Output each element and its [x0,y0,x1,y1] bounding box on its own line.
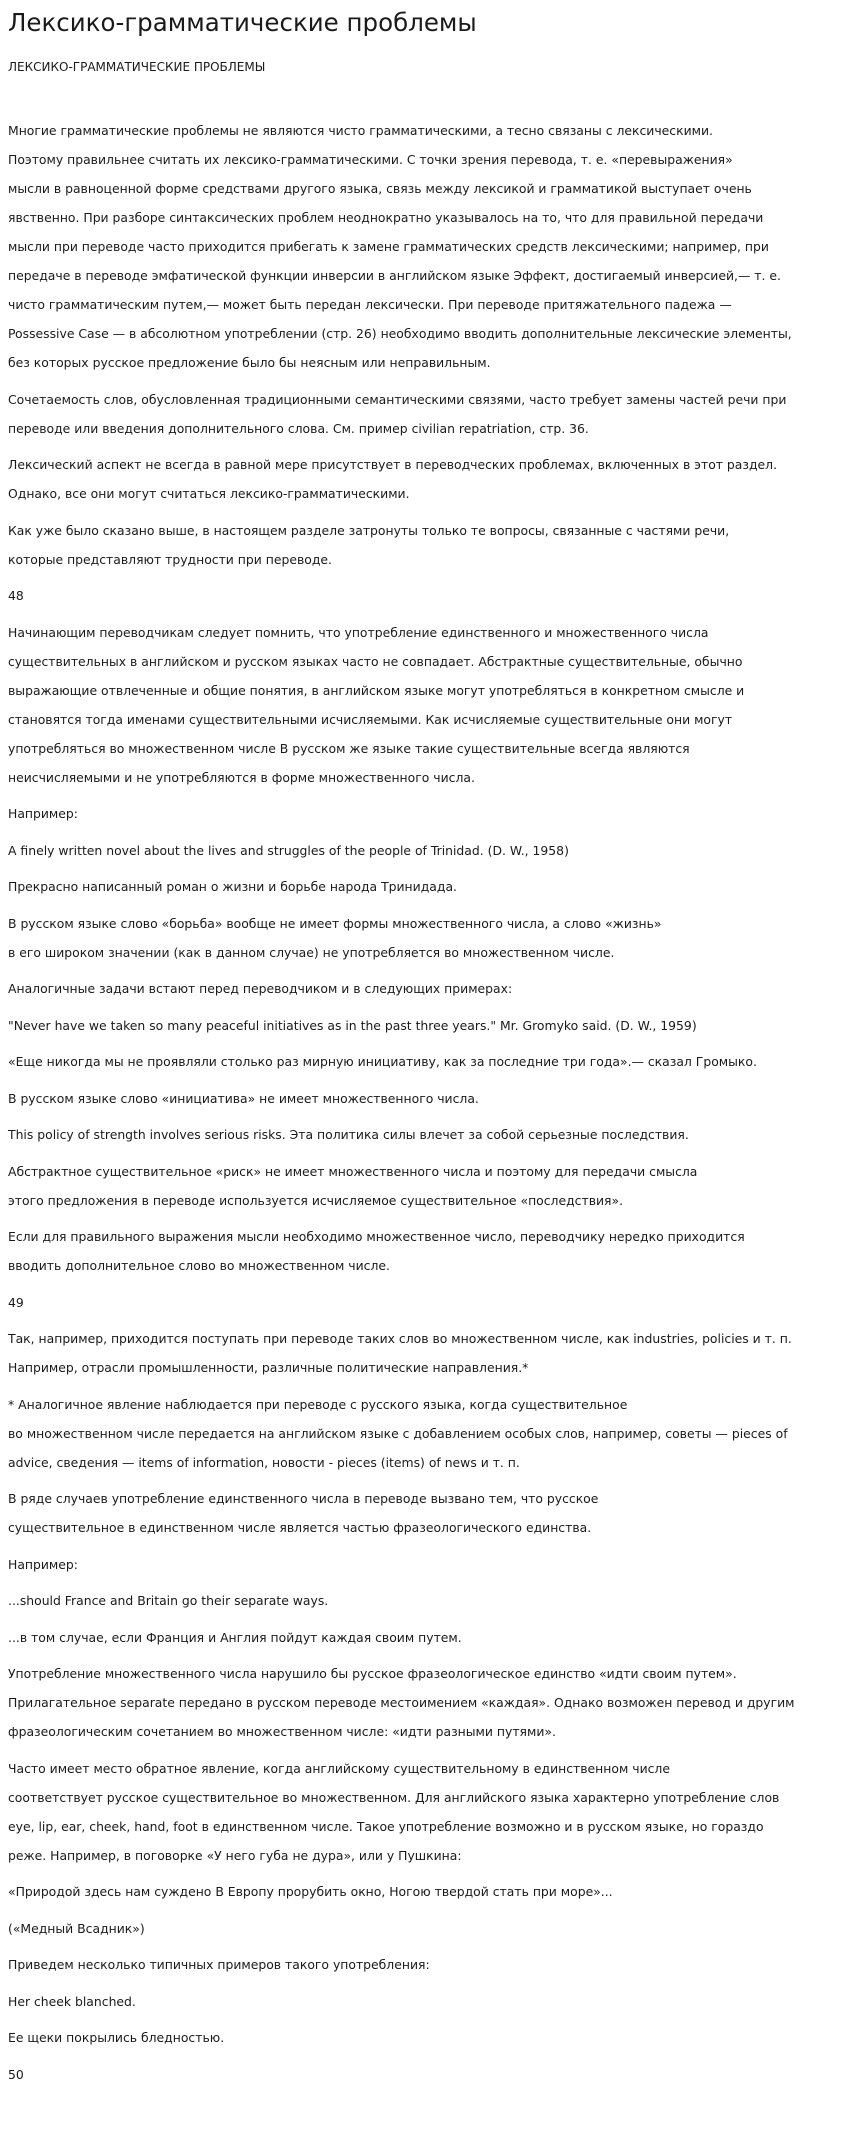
text-line: передаче в переводе эмфатической функции инверсии в английском языке Эффект, достигаемый инверсией,— т. е. [8,268,781,283]
text-line: Сочетаемость слов, обусловленная традиционными семантическими связями, часто требует замены частей речи при [8,391,787,407]
text-line: Аналогичные задачи встают перед переводчиком и в следующих примерах: [8,981,513,996]
paragraph [8,1754,839,1870]
text-line: 50 [8,2066,24,2082]
paragraph [8,1877,839,1906]
text-line: Her cheek blanched. [8,1993,136,2009]
text-line: употребляться во множественном числе В русском же языке такие существительные всегда являются [8,740,690,756]
text-line: «Еще никогда мы не проявляли столько раз мирную инициативу, как за последние три года».— сказал Громыко. [8,1054,757,1069]
text-line: Абстрактное существительное «риск» не имеет множественного числа и поэтому для передачи смысла [8,1163,698,1179]
paragraph [8,1623,839,1652]
text-line: ...should France and Britain go their separate ways. [8,1593,329,1608]
paragraph [8,1222,839,1280]
text-line: This policy of strength involves serious risks. Эта политика силы влечет за собой серьезные последствия. [8,1127,689,1142]
text-line: В русском языке слово «борьба» вообще не имеет формы множественного числа, а слово «жизнь» [8,915,662,931]
text-line: неисчисляемыми и не употребляются в форме множественного числа. [8,769,475,785]
text-line: Многие грамматические проблемы не являются чисто грамматическими, а тесно связаны с лексическими. [8,123,713,138]
text-line: существительное в единственном числе является частью фразеологического единства. [8,1520,592,1535]
text-line: в его широком значении (как в данном случае) не употребляется во множественном числе. [8,944,615,960]
text-line: без которых русское предложение было бы неясным или неправильным. [8,355,491,370]
text-line: advice, сведения — items of information, новости - pieces (items) of news и т. п. [8,1454,520,1470]
text-line: мысли в равноценной форме средствами другого языка, связь между лексикой и грамматикой выступает очень [8,181,752,196]
paragraph [8,974,839,1003]
paragraph [8,581,839,610]
text-line: ...в том случае, если Франция и Англия пойдут каждая своим путем. [8,1629,462,1645]
paragraph [8,1484,839,1542]
text-line: Лексический аспект не всегда в равной мере присутствует в переводческих проблемах, включенных в этот раздел. [8,457,778,472]
text-line: Прилагательное separate передано в русском переводе местоимением «каждая». Однако возможен перевод и другим [8,1695,795,1710]
paragraph [8,1120,839,1149]
text-line: A finely written novel about the lives and struggles of the people of Trinidad. (D. W., 1958) [8,842,569,858]
paragraph [8,1084,839,1113]
paragraph [8,450,839,508]
text-line: выражающие отвлеченные и общие понятия, в английском языке могут употребляться в конкретном смысле и [8,682,745,698]
text-line: "Never have we taken so many peaceful initiatives as in the past three years." Mr. Gromyko said. (D. W., 1959) [8,1017,697,1033]
text-line: Possessive Case — в абсолютном употреблении (стр. 26) необходимо вводить дополнительные лексические элементы, [8,326,792,341]
paragraph [8,385,839,443]
text-line: переводе или введения дополнительного слова. См. пример civilian repatriation, стр. 36. [8,420,589,436]
text-line: существительных в английском и русском языках часто не совпадает. Абстрактные существительные, обычно [8,653,743,669]
text-line: Например: [8,1556,78,1572]
text-line: * Аналогичное явление наблюдается при переводе с русского языка, когда существительное [8,1396,628,1412]
text-line: во множественном числе передается на английском языке с добавлением особых слов, например, советы — pieces of [8,1425,788,1441]
text-line: Употребление множественного числа нарушило бы русское фразеологическое единство «идти своим путем». [8,1666,737,1681]
paragraph [8,909,839,967]
paragraph [8,1586,839,1615]
text-line: «Природой здесь нам суждено В Европу прорубить окно, Ногою твердой стать при море»... [8,1884,613,1899]
paragraph [8,1324,839,1382]
paragraph [8,799,839,828]
text-line: Если для правильного выражения мысли необходимо множественное число, переводчику нередко приходится [8,1229,745,1244]
text-line: фразеологическим сочетанием во множественном числе: «идти разными путями». [8,1724,556,1739]
text-line: В русском языке слово «инициатива» не имеет множественного числа. [8,1090,479,1106]
text-line: Например, отрасли промышленности, различные политические направления.* [8,1360,529,1375]
text-line: («Медный Всадник») [8,1920,145,1936]
paragraph [8,1550,839,1579]
paragraph [8,618,839,792]
section-heading: ЛЕКСИКО-ГРАММАТИЧЕСКИЕ ПРОБЛЕМЫ [8,60,266,74]
text-line: Начинающим переводчикам следует помнить, что употребление единственного и множественного числа [8,624,709,640]
text-line: чисто грамматическим путем,— может быть передан лексически. При переводе притяжательного падежа — [8,297,732,312]
paragraph [8,1659,839,1746]
paragraph [8,1047,839,1076]
text-line: которые представляют трудности при переводе. [8,551,332,567]
text-line: Поэтому правильнее считать их лексико-грамматическими. С точки зрения перевода, т. е. «перевыражения» [8,152,733,167]
text-line: Так, например, приходится поступать при переводе таких слов во множественном числе, как industries, policies и т. п. [8,1331,792,1346]
text-line: Прекрасно написанный роман о жизни и борьбе народа Тринидада. [8,879,457,894]
text-line: этого предложения в переводе используется исчисляемое существительное «последствия». [8,1192,624,1208]
text-line: Например: [8,806,78,821]
paragraph [8,516,839,574]
paragraph [8,1157,839,1215]
text-line: становятся тогда именами существительными исчисляемыми. Как исчисляемые существительные они могут [8,711,733,727]
text-line: Приведем несколько типичных примеров такого употребления: [8,1957,430,1972]
text-line: Однако, все они могут считаться лексико-грамматическими. [8,486,410,501]
text-line: явственно. При разборе синтаксических проблем неоднократно указывалось на то, что для правильной передачи [8,210,764,225]
paragraph [8,2023,839,2052]
text-line: Ее щеки покрылись бледностью. [8,2030,225,2045]
text-line: Часто имеет место обратное явление, когда английскому существительному в единственном числе [8,1760,670,1776]
document-body [8,116,839,2089]
text-line: eye, lip, ear, cheek, hand, foot в единственном числе. Такое употребление возможно и в русском языке, но гораздо [8,1818,764,1834]
paragraph [8,116,839,377]
paragraph [8,1011,839,1040]
paragraph [8,1288,839,1317]
paragraph [8,1950,839,1979]
paragraph [8,872,839,901]
text-line: мысли при переводе часто приходится прибегать к замене грамматических средств лексическими; например, при [8,239,769,254]
text-line: 48 [8,588,24,603]
paragraph [8,836,839,865]
page-title: Лексико-грамматические проблемы [8,8,477,37]
paragraph [8,1914,839,1943]
paragraph [8,1390,839,1477]
text-line: Как уже было сказано выше, в настоящем разделе затронуты только те вопросы, связанные с частями речи, [8,522,730,538]
paragraph [8,1987,839,2016]
text-line: В ряде случаев употребление единственного числа в переводе вызвано тем, что русское [8,1491,599,1506]
text-line: соответствует русское существительное во множественном. Для английского языка характерно употребление слов [8,1789,780,1805]
text-line: вводить дополнительное слово во множественном числе. [8,1258,390,1273]
paragraph [8,2060,839,2089]
text-line: 49 [8,1294,24,1310]
text-line: реже. Например, в поговорке «У него губа не дура», или у Пушкина: [8,1847,462,1863]
